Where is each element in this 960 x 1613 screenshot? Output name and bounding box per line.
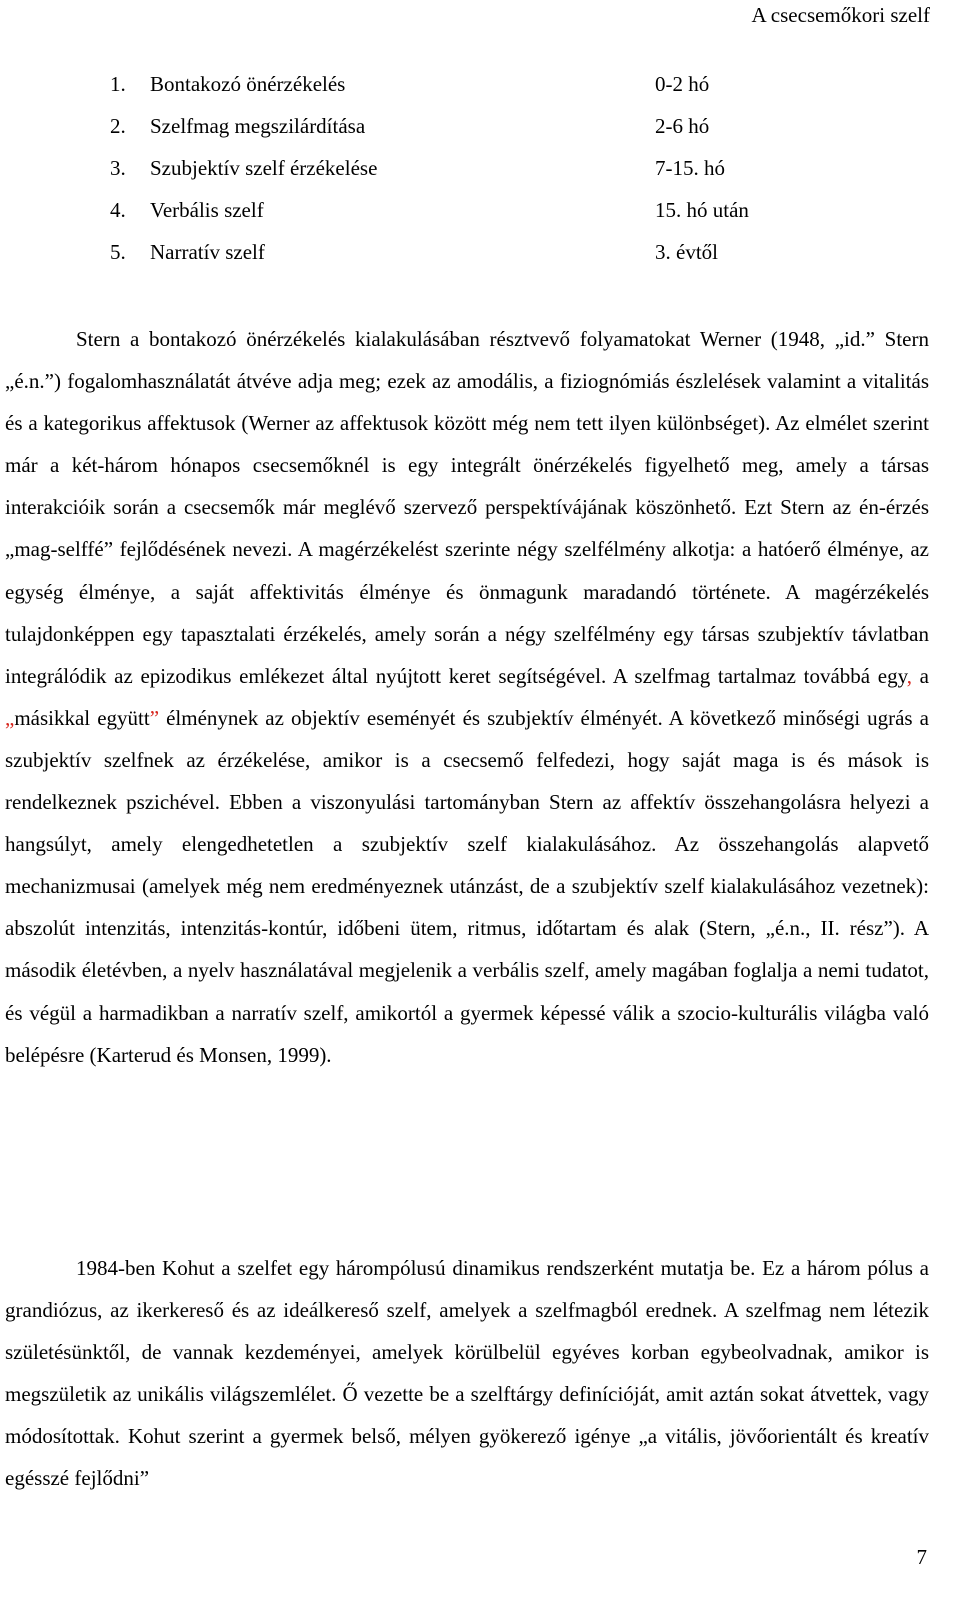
stage-row xyxy=(0,195,960,237)
stage-list xyxy=(0,69,960,279)
paragraph-text: a xyxy=(912,663,929,688)
paragraph-text: Stern a bontakozó önérzékelés kialakulásában résztvevő folyamatokat Werner (1948, „id.” Stern „é.n.”) fogalomhasználatát átvéve adja meg; ezek az amodális, a fiziognómiás észlelések valamint a vitalitás és a kategorikus affektusok (Werner az affektusok között még nem tett ilyen különbséget). Az elmélet szerint már a két-három hónapos csecsemőknél is egy integrált önérzékelés figyelhető meg, amely a társas interakcióik során a csecsemők már meglévő szervező perspektívájának köszönhető. Ezt Stern az én-érzés „mag-selffé” fejlődésének nevezi. A magérzékelést szerinte négy szelfélmény alkotja: a hatóerő élménye, az egység élménye, a saját affektivitás élménye és önmagunk maradandó története. A magérzékelés tulajdonképpen egy tapasztalati érzékelés, amely során a négy szelfélmény egy társas szubjektív távlatban integrálódik az epizodikus emlékezet által nyújtott keret segítségével. A szelfmag tartalmaz továbbá egy xyxy=(5,327,929,688)
stage-number: 2. xyxy=(110,114,126,138)
highlighted-comma: , xyxy=(906,663,912,688)
stage-row xyxy=(0,153,960,195)
stage-number: 4. xyxy=(110,198,126,222)
stage-age: 0-2 hó xyxy=(655,72,710,96)
stage-name: Narratív szelf xyxy=(150,240,265,264)
stage-name: Szubjektív szelf érzékelése xyxy=(150,156,378,180)
body-paragraph-stern xyxy=(5,318,929,1076)
stage-row xyxy=(0,237,960,279)
stage-name: Szelfmag megszilárdítása xyxy=(150,114,366,138)
paragraph-text: élménynek az objektív eseményét és szubjektív élményét. A következő minőségi ugrás a szubjektív szelfnek az érzékelése, amikor is a csecsemő felfedezi, hogy saját maga is és mások is rendelkeznek pszichével. Ebben a viszonyulási tartományban Stern az affektív összehangolásra helyezi a hangsúlyt, amely elengedhetetlen a szubjektív szelf kialakulásához. Az összehangolás alapvető mechanizmusai (amelyek még nem eredményeznek utánzást, de a szubjektív szelf kialakulásához vezetnek): abszolút intenzitás, intenzitás-kontúr, időbeni ütem, ritmus, időtartam és alak (Stern, „é.n., II. rész”). A második életévben, a nyelv használatával megjelenik a verbális szelf, amely magában foglalja a nemi tudatot, és végül a harmadikban a narratív szelf, amikortól a gyermek képessé válik a szocio-kulturális világba való belépésre (Karterud és Monsen, 1999). xyxy=(5,705,929,1067)
running-header: A csecsemőkori szelf xyxy=(751,3,930,27)
stage-number: 1. xyxy=(110,72,126,96)
highlighted-open-quote: „ xyxy=(5,705,15,730)
stage-name: Bontakozó önérzékelés xyxy=(150,72,346,96)
body-paragraph-kohut: 1984-ben Kohut a szelfet egy hárompólusú dinamikus rendszerként mutatja be. Ez a három pólus a grandiózus, az ikerkereső és az ideálkereső szelf, amelyek a szelfmagból erednek. A szelfmag nem létezik születésünktől, de vannak kezdeményei, amelyek körülbelül egyéves korban egybeolvadnak, amikor is megszületik az unikális világszemlélet. Ő vezette be a szelftárgy definícióját, amit aztán sokat átvettek, vagy módosítottak. Kohut szerint a gyermek belső, mélyen gyökerező igénye „a vitális, jövőorientált és kreatív egésszé fejlődni” xyxy=(5,1256,929,1491)
highlighted-close-quote: ” xyxy=(149,705,160,730)
stage-row xyxy=(0,111,960,153)
stage-age: 7-15. hó xyxy=(655,156,725,180)
stage-age: 15. hó után xyxy=(655,198,749,222)
stage-age: 3. évtől xyxy=(655,240,718,264)
quoted-phrase: másikkal együtt xyxy=(14,705,150,730)
stage-name: Verbális szelf xyxy=(150,198,264,222)
stage-number: 5. xyxy=(110,240,126,264)
stage-number: 3. xyxy=(110,156,126,180)
stage-row xyxy=(0,69,960,111)
stage-age: 2-6 hó xyxy=(655,114,710,138)
page-number: 7 xyxy=(916,1545,927,1569)
